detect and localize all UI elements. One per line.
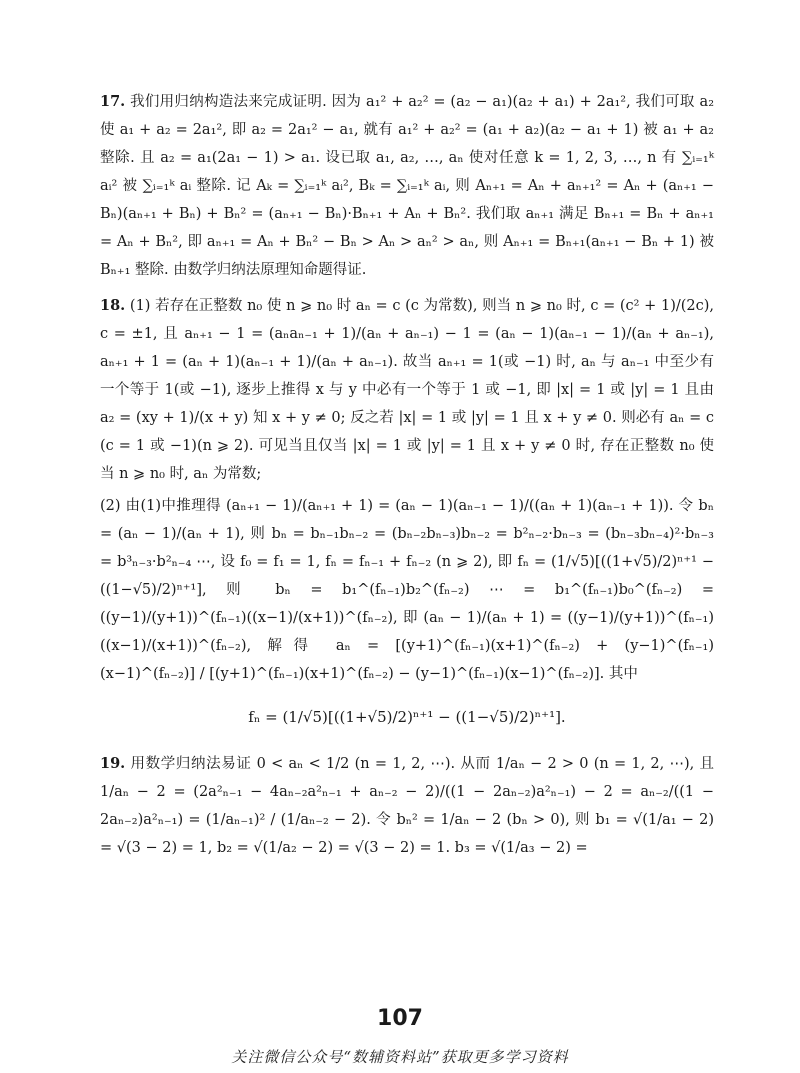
problem-number: 19. — [100, 755, 126, 772]
problem-number: 17. — [100, 93, 126, 110]
problem-number: 18. — [100, 297, 126, 314]
problem-18-part-2 — [100, 492, 714, 688]
display-formula: fₙ = (1/√5)[((1+√5)/2)ⁿ⁺¹ − ((1−√5)/2)ⁿ⁺¹]. — [248, 708, 566, 726]
problem-17 — [100, 88, 714, 284]
problem-text: (2) 由(1)中推理得 (aₙ₊₁ − 1)/(aₙ₊₁ + 1) = (aₙ − 1)(aₙ₋₁ − 1)/((aₙ + 1)(aₙ₋₁ + 1)). 令 bₙ = (aₙ − 1)/(aₙ + 1), 则 bₙ = bₙ₋₁bₙ₋₂ = (bₙ₋₂bₙ₋₃)bₙ₋₂ = b²ₙ₋₂·bₙ₋₃ = (bₙ₋₃bₙ₋₄)²·bₙ₋₃ = b³ₙ₋₃·b²ₙ₋₄ ⋯, 设 f₀ = f₁ = 1, fₙ = fₙ₋₁ + fₙ₋₂ (n ⩾ 2), 即 fₙ = (1/√5)[((1+√5)/2)ⁿ⁺¹ − ((1−√5)/2)ⁿ⁺¹], 则 bₙ = b₁^(fₙ₋₁)b₂^(fₙ₋₂) ⋯ = b₁^(fₙ₋₁)b₀^(fₙ₋₂) = ((y−1)/(y+1))^(fₙ₋₁)((x−1)/(x+1))^(fₙ₋₂), 即 (aₙ − 1)/(aₙ + 1) = ((y−1)/(y+1))^(fₙ₋₁)((x−1)/(x+1))^(fₙ₋₂), 解得 aₙ = [(y+1)^(fₙ₋₁)(x+1)^(fₙ₋₂) + (y−1)^(fₙ₋₁)(x−1)^(fₙ₋₂)] / [(y+1)^(fₙ₋₁)(x+1)^(fₙ₋₂) − (y−1)^(fₙ₋₁)(x−1)^(fₙ₋₂)]. 其中 — [100, 498, 714, 682]
problem-text: 我们用归纳构造法来完成证明. 因为 a₁² + a₂² = (a₂ − a₁)(a₂ + a₁) + 2a₁², 我们可取 a₂ 使 a₁ + a₂ = 2a₁², 即 a₂ = 2a₁² − a₁, 就有 a₁² + a₂² = (a₁ + a₂)(a₂ − a₁ + 1) 被 a₁ + a₂ 整除. 且 a₂ = a₁(2a₁ − 1) > a₁. 设已取 a₁, a₂, …, aₙ 使对任意 k = 1, 2, 3, …, n 有 ∑ᵢ₌₁ᵏ aᵢ² 被 ∑ᵢ₌₁ᵏ aᵢ 整除. 记 Aₖ = ∑ᵢ₌₁ᵏ aᵢ², Bₖ = ∑ᵢ₌₁ᵏ aᵢ, 则 Aₙ₊₁ = Aₙ + aₙ₊₁² = Aₙ + (aₙ₊₁ − Bₙ)(aₙ₊₁ + Bₙ) + Bₙ² = (aₙ₊₁ − Bₙ)·Bₙ₊₁ + Aₙ + Bₙ². 我们取 aₙ₊₁ 满足 Bₙ₊₁ = Bₙ + aₙ₊₁ = Aₙ + Bₙ², 即 aₙ₊₁ = Aₙ + Bₙ² − Bₙ > Aₙ > aₙ² > aₙ, 则 Aₙ₊₁ = Bₙ₊₁(aₙ₊₁ − Bₙ + 1) 被 Bₙ₊₁ 整除. 由数学归纳法原理知命题得证. — [100, 94, 715, 278]
footer-note: 关注微信公众号“数辅资料站”获取更多学习资料 — [231, 1048, 569, 1066]
problem-text: 用数学归纳法易证 0 < aₙ < 1/2 (n = 1, 2, ⋯). 从而 1/aₙ − 2 > 0 (n = 1, 2, ⋯), 且 1/aₙ − 2 = (2a²ₙ₋₁ − 4aₙ₋₂a²ₙ₋₁ + aₙ₋₂ − 2)/((1 − 2aₙ₋₂)a²ₙ₋₁) − 2 = aₙ₋₂/((1 − 2aₙ₋₂)a²ₙ₋₁) = (1/aₙ₋₁)² / (1/aₙ₋₂ − 2). 令 bₙ² = 1/aₙ − 2 (bₙ > 0), 则 b₁ = √(1/a₁ − 2) = √(3 − 2) = 1, b₂ = √(1/a₂ − 2) = √(3 − 2) = 1. b₃ = √(1/a₃ − 2) = — [100, 756, 714, 856]
page-content — [100, 88, 714, 870]
problem-text: (1) 若存在正整数 n₀ 使 n ⩾ n₀ 时 aₙ = c (c 为常数), 则当 n ⩾ n₀ 时, c = (c² + 1)/(2c), c = ±1, 且 aₙ₊₁ − 1 = (aₙaₙ₋₁ + 1)/(aₙ + aₙ₋₁) − 1 = (aₙ − 1)(aₙ₋₁ − 1)/(aₙ + aₙ₋₁), aₙ₊₁ + 1 = (aₙ + 1)(aₙ₋₁ + 1)/(aₙ + aₙ₋₁). 故当 aₙ₊₁ = 1(或 −1) 时, aₙ 与 aₙ₋₁ 中至少有一个等于 1(或 −1), 逐步上推得 x 与 y 中必有一个等于 1 或 −1, 即 |x| = 1 或 |y| = 1 且由 a₂ = (xy + 1)/(x + y) 知 x + y ≠ 0; 反之若 |x| = 1 或 |y| = 1 且 x + y ≠ 0. 则必有 aₙ = c (c = 1 或 −1)(n ⩾ 2). 可见当且仅当 |x| = 1 或 |y| = 1 且 x + y ≠ 0 时, 存在正整数 n₀ 使当 n ⩾ n₀ 时, aₙ 为常数; — [100, 298, 715, 482]
page-number: 107 — [377, 1006, 423, 1031]
problem-19 — [100, 750, 714, 862]
problem-18-part-1 — [100, 292, 714, 488]
